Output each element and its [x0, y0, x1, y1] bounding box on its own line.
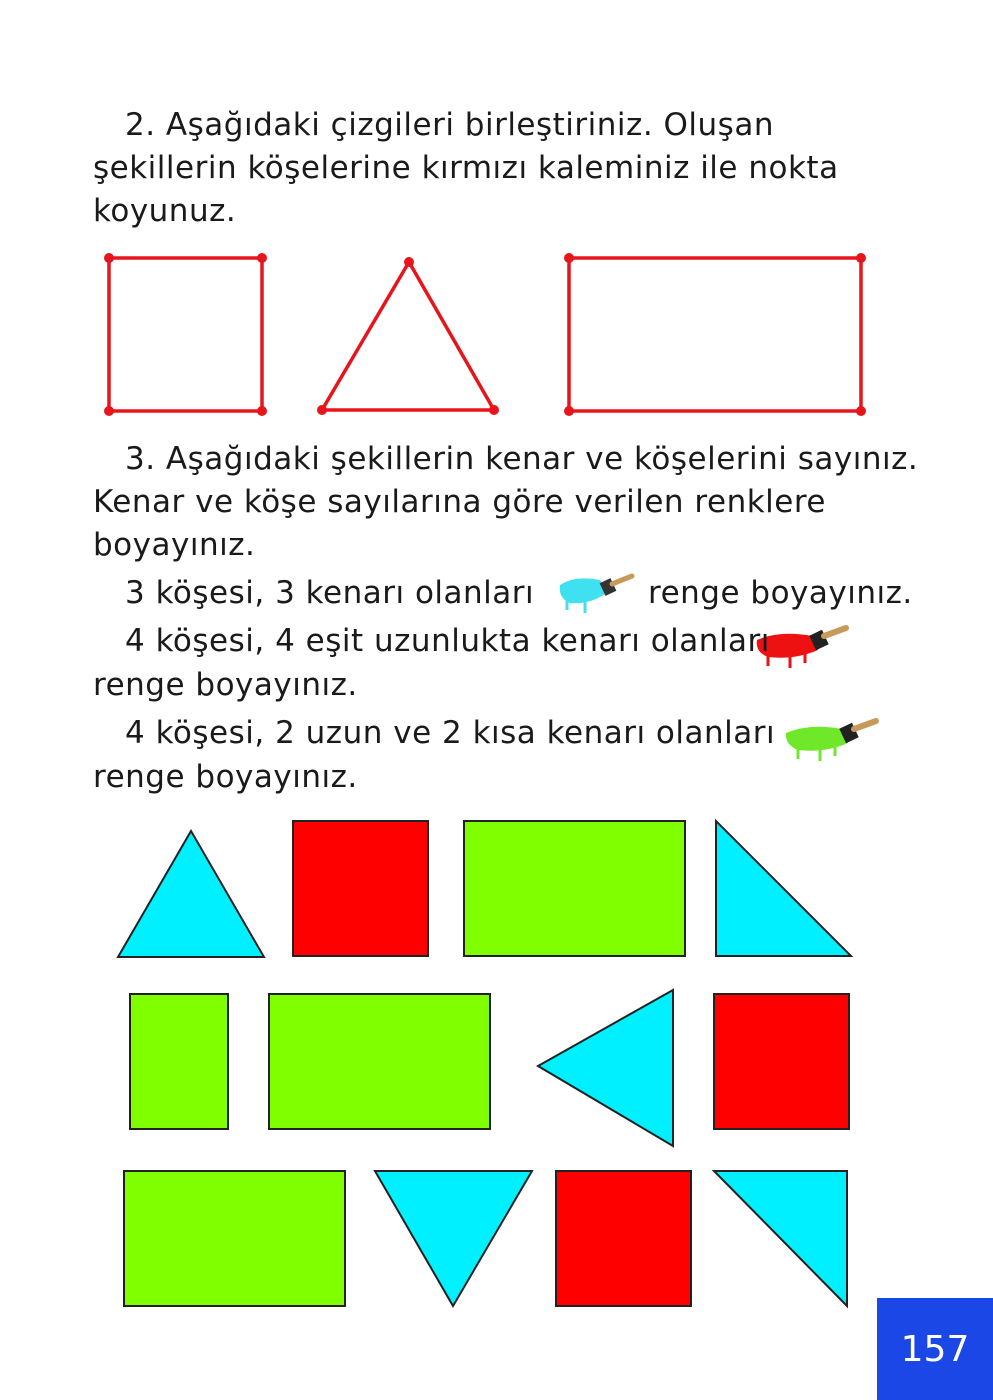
exercise2-line2: şekillerin köşelerine kırmızı kaleminiz ile nokta: [93, 150, 839, 186]
exercise3-line2: Kenar ve köşe sayılarına göre verilen renklere: [93, 484, 826, 520]
outline-rectangle[interactable]: [569, 258, 861, 411]
outline-square[interactable]: [109, 258, 262, 411]
outline-triangle-dots: [317, 257, 499, 415]
outline-rectangle-dots: [564, 253, 866, 416]
outline-square-dots: [104, 253, 267, 416]
red-square-2[interactable]: [714, 994, 849, 1129]
page-number-badge: [877, 1298, 993, 1400]
cyan-right-triangle-2[interactable]: [714, 1171, 847, 1306]
exercise3-line3: boyayınız.: [93, 527, 256, 563]
rule2-text: 4 köşesi, 4 eşit uzunlukta kenarı olanları: [125, 623, 770, 659]
page-number: 157: [900, 1328, 970, 1370]
cyan-triangle-1[interactable]: [118, 831, 264, 957]
exercise2-line1: 2. Aşağıdaki çizgileri birleştiriniz. Oluşan: [125, 107, 774, 143]
paintbrush-green-icon: [786, 721, 876, 761]
rule1-text: 3 köşesi, 3 kenarı olanları: [125, 575, 535, 611]
green-rectangle-1[interactable]: [464, 821, 685, 956]
paintbrush-red-icon: [757, 628, 846, 668]
rule2-suffix: renge boyayınız.: [93, 667, 358, 703]
cyan-triangle-2[interactable]: [538, 990, 673, 1146]
green-rectangle-2[interactable]: [130, 994, 228, 1129]
exercise3-line1: 3. Aşağıdaki şekillerin kenar ve köşelerini sayınız.: [125, 441, 919, 477]
rule3-suffix: renge boyayınız.: [93, 759, 358, 795]
red-square-1[interactable]: [293, 821, 428, 956]
cyan-right-triangle-1[interactable]: [716, 821, 851, 956]
green-rectangle-4[interactable]: [124, 1171, 345, 1306]
outline-triangle[interactable]: [322, 262, 494, 410]
green-rectangle-3[interactable]: [269, 994, 490, 1129]
rule1-suffix: renge boyayınız.: [648, 575, 913, 611]
paintbrush-cyan-icon: [560, 576, 632, 613]
rule3-text: 4 köşesi, 2 uzun ve 2 kısa kenarı olanları: [125, 715, 776, 751]
cyan-triangle-3[interactable]: [375, 1171, 532, 1306]
red-square-3[interactable]: [556, 1171, 691, 1306]
exercise2-line3: koyunuz.: [93, 193, 237, 229]
